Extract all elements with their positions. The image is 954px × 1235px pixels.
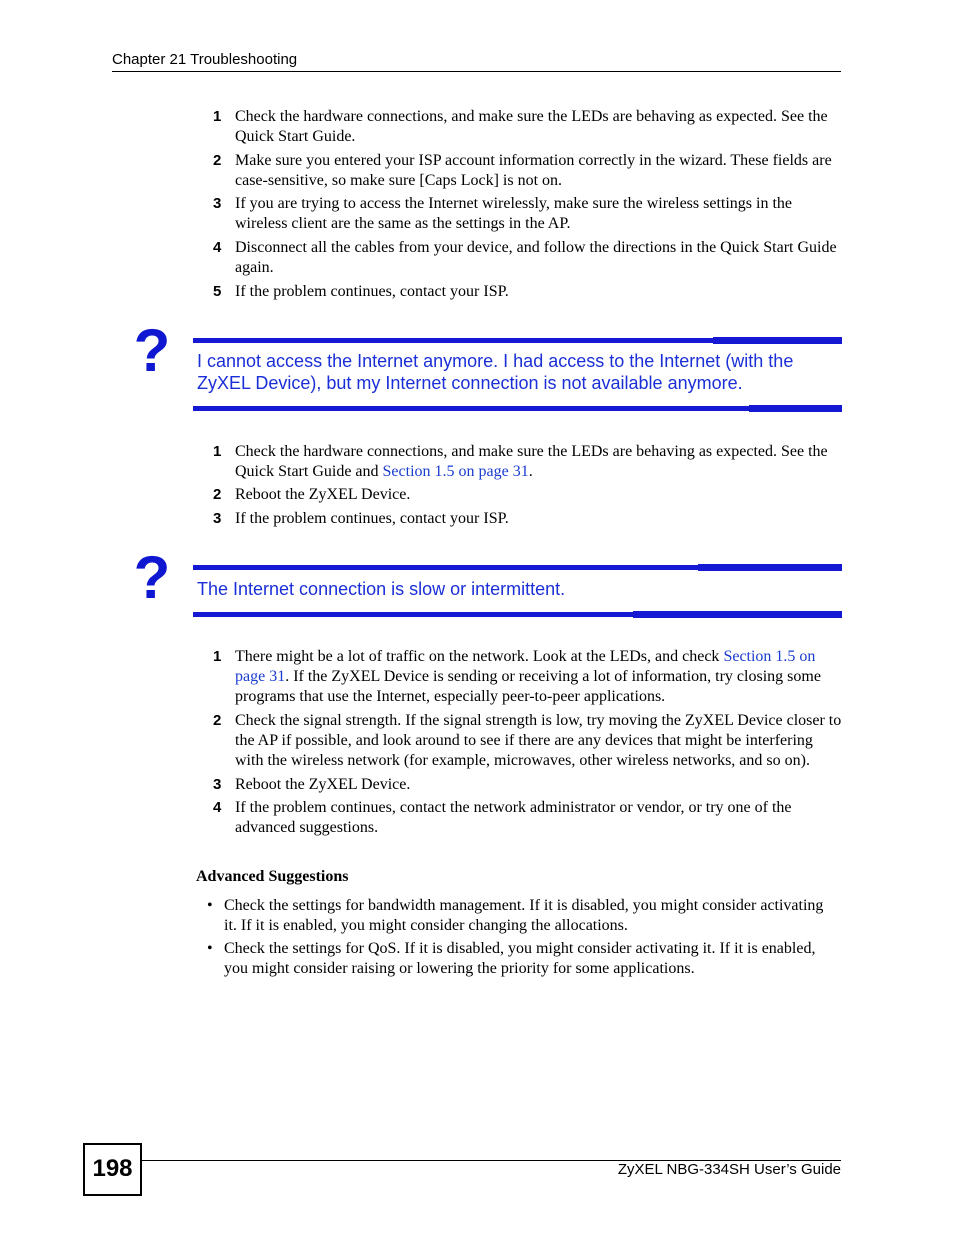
- page-number: 198: [92, 1155, 133, 1182]
- list-item: [205, 775, 845, 795]
- bar-accent: [698, 564, 842, 571]
- list-item: [205, 509, 845, 529]
- list-item: [205, 194, 845, 234]
- advanced-suggestions-heading: Advanced Suggestions: [196, 868, 349, 885]
- list-item: [205, 151, 845, 191]
- chapter-header: Chapter 21 Troubleshooting: [112, 51, 298, 68]
- step-text: If the problem continues, contact your ISP.: [235, 283, 509, 300]
- bar-accent: [713, 337, 842, 344]
- advanced-suggestions-list: [205, 896, 825, 982]
- steps-list-slow-connection: [205, 647, 845, 838]
- list-item: [205, 485, 845, 505]
- step-number: 3: [213, 510, 222, 527]
- list-item: [205, 939, 825, 979]
- bar-accent: [749, 405, 842, 412]
- step-text-end: . If the ZyXEL Device is sending or receiving a lot of information, try closing some programs that use the Internet, especially peer-to-peer applications.: [235, 668, 821, 705]
- step-text: Check the signal strength. If the signal strength is low, try moving the ZyXEL Device closer to the AP if possible, and look around to see if there are any devices that might be interfering with the wireless network (for example, microwaves, other wireless networks, and so on).: [235, 712, 842, 769]
- question-box-internet-unavailable: [193, 338, 842, 411]
- step-text: If the problem continues, contact the network administrator or vendor, or try one of the advanced suggestions.: [235, 799, 792, 836]
- list-item: [205, 798, 845, 838]
- section-link[interactable]: Section 1.5 on page 31: [235, 648, 816, 685]
- list-item: [205, 711, 845, 771]
- step-text: There might be a lot of traffic on the network. Look at the LEDs, and check: [235, 648, 724, 665]
- bullet-text: Check the settings for bandwidth management. If it is disabled, you might consider activating it. If it is enabled, you might consider changing the allocations.: [224, 897, 824, 934]
- question-bottom-bar: [193, 406, 842, 411]
- step-number: 1: [213, 648, 222, 665]
- question-top-bar: [193, 338, 842, 343]
- step-text: Check the hardware connections, and make sure the LEDs are behaving as expected. See the Quick Start Guide.: [235, 108, 828, 145]
- step-number: 1: [213, 443, 222, 460]
- question-box-slow-connection: [193, 565, 842, 617]
- guide-title: ZyXEL NBG-334SH User’s Guide: [617, 1161, 841, 1178]
- step-text: Check the hardware connections, and make sure the LEDs are behaving as expected. See the Quick Start Guide and: [235, 443, 828, 480]
- header-divider: [112, 71, 841, 72]
- list-item: [205, 107, 845, 147]
- list-item: [205, 282, 845, 302]
- step-text: If you are trying to access the Internet wirelessly, make sure the wireless settings in the wireless client are the same as the settings in the AP.: [235, 195, 793, 232]
- question-text: I cannot access the Internet anymore. I had access to the Internet (with the ZyXEL Device), but my Internet connection is not available anymore.: [197, 351, 794, 393]
- step-text: Disconnect all the cables from your device, and follow the directions in the Quick Start Guide again.: [235, 239, 837, 276]
- steps-list-internet-unavailable: [205, 442, 845, 529]
- step-number: 2: [213, 152, 222, 169]
- question-text: The Internet connection is slow or intermittent.: [197, 579, 566, 599]
- step-text: Reboot the ZyXEL Device.: [235, 776, 411, 793]
- step-number: 4: [213, 239, 222, 256]
- step-text: If the problem continues, contact your ISP.: [235, 510, 509, 527]
- list-item: [205, 442, 845, 482]
- list-item: [205, 896, 825, 936]
- step-number: 5: [213, 283, 222, 300]
- bullet-icon: •: [207, 897, 213, 914]
- list-item: [205, 647, 845, 707]
- step-number: 4: [213, 799, 222, 816]
- step-number: 3: [213, 776, 222, 793]
- step-text: Reboot the ZyXEL Device.: [235, 486, 411, 503]
- step-text: Make sure you entered your ISP account information correctly in the wizard. These fields are case-sensitive, so make sure [Caps Lock] is not on.: [235, 152, 832, 189]
- step-text-end: .: [528, 463, 533, 480]
- step-number: 3: [213, 195, 222, 212]
- list-item: [205, 238, 845, 278]
- step-number: 2: [213, 712, 222, 729]
- section-link[interactable]: Section 1.5 on page 31: [382, 463, 529, 480]
- question-top-bar: [193, 565, 842, 570]
- page-number-box: [83, 1143, 142, 1196]
- question-mark-icon: ?: [133, 317, 171, 384]
- step-number: 2: [213, 486, 222, 503]
- bullet-text: Check the settings for QoS. If it is disabled, you might consider activating it. If it is enabled, you might consider raising or lowering the priority for some applications.: [224, 940, 816, 977]
- step-number: 1: [213, 108, 222, 125]
- bar-accent: [633, 611, 842, 618]
- question-bottom-bar: [193, 612, 842, 617]
- steps-list-internet-access: [205, 107, 845, 302]
- question-mark-icon: ?: [133, 544, 171, 611]
- bullet-icon: •: [207, 940, 213, 957]
